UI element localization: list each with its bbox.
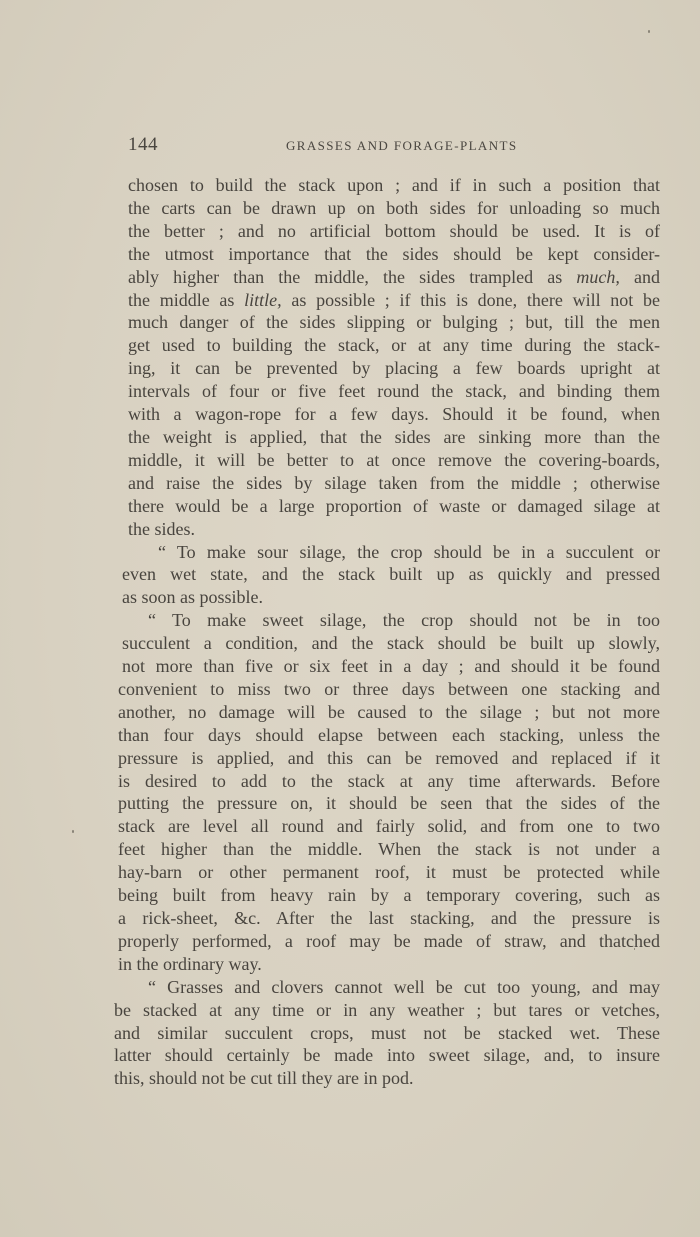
page-number: 144 [128,134,158,155]
text-line: the better ; and no artificial bottom should be used. It is of [128,220,660,241]
text-line: there would be a large proportion of waste or damaged silage at [128,495,660,516]
text-line: feet higher than the middle. When the stack is not under a [118,839,660,860]
text-segment: the middle as [128,289,245,310]
text-line: properly performed, a roof may be made of straw, and thatched [118,930,660,951]
text-line: being built from heavy rain by a temporary covering, such as [118,885,660,906]
text-line: and similar succulent crops, must not be stacked wet. These [114,1022,660,1043]
text-line: is desired to add to the stack at any time afterwards. Before [118,770,660,791]
text-line: with a wagon-rope for a few days. Should it be found, when [128,404,660,425]
italic-word: little, [244,289,282,310]
text-line: another, no damage will be caused to the silage ; but not more [118,701,660,722]
text-line: intervals of four or five feet round the stack, and binding them [128,381,660,402]
running-title: GRASSES AND FORAGE-PLANTS [286,138,518,153]
page-header [128,134,660,160]
text-line: the weight is applied, that the sides are sinking more than the [128,426,660,447]
text-line: chosen to build the stack upon ; and if in such a position that [128,175,660,195]
text-line: the sides. [128,518,195,539]
text-line: not more than five or six feet in a day ; and should it be found [122,656,660,677]
text-line: pressure is applied, and this can be removed and replaced if it [118,747,660,768]
text-line: the carts can be drawn up on both sides for unloading so much [128,197,660,218]
text-line [114,266,660,289]
text-line: a rick-sheet, &c. After the last stacking, and the pressure is [118,908,660,928]
text-segment: and [619,266,660,287]
speck-mark [648,30,650,33]
text-line: and raise the sides by silage taken from the middle ; otherwise [128,472,660,493]
text-line: than four days should elapse between each stacking, unless the [118,724,660,745]
text-line: putting the pressure on, it should be seen that the sides of the [118,793,660,814]
text-line [114,289,660,312]
text-line: middle, it will be better to at once remove the covering-boards, [128,449,660,470]
speck-mark [72,830,74,833]
text-line: even wet state, and the stack built up as quickly and pressed [122,564,660,585]
text-line: latter should certainly be made into sweet silage, and, to insure [114,1045,660,1066]
text-line: hay-barn or other permanent roof, it must be protected while [118,862,660,883]
text-line: get used to building the stack, or at any time during the stack- [128,335,660,356]
text-line: “ To make sour silage, the crop should be in a succulent or [158,541,660,562]
text-line: succulent a condition, and the stack should be built up slowly, [122,633,660,654]
text-line: the utmost importance that the sides should be kept consider- [128,243,660,264]
text-segment: ably higher than the middle, the sides trampled as [128,266,577,287]
body-text [114,174,660,1090]
text-line: this, should not be cut till they are in pod. [114,1068,414,1089]
text-line: convenient to miss two or three days between one stacking and [118,678,660,699]
italic-word: much, [576,266,620,287]
text-line: ing, it can be prevented by placing a few boards upright at [128,358,660,379]
text-line: “ To make sweet silage, the crop should not be in too [148,610,660,631]
text-line: in the ordinary way. [118,953,262,974]
text-line: be stacked at any time or in any weather ; but tares or vetches, [114,999,660,1020]
text-line: “ Grasses and clovers cannot well be cut too young, and may [148,976,660,997]
text-line: much danger of the sides slipping or bulging ; but, till the men [128,312,660,333]
text-segment: as possible ; if this is done, there will not be [281,289,660,310]
text-line: stack are level all round and fairly solid, and from one to two [118,816,660,837]
text-line: as soon as possible. [122,587,263,608]
